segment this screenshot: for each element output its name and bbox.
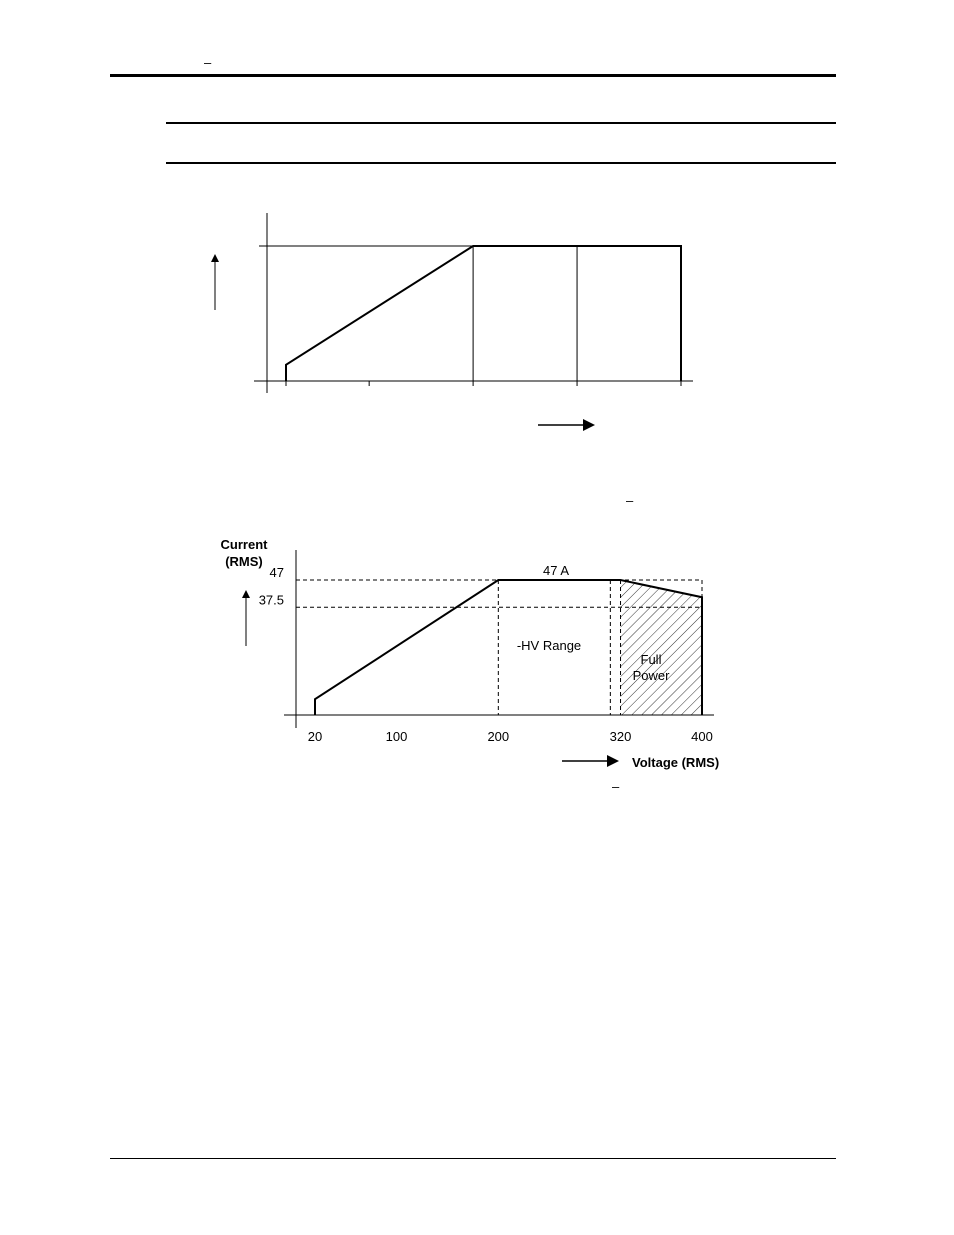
chart2-x-tick-label: 320	[609, 729, 632, 744]
figure1-caption-dash: –	[626, 493, 634, 508]
chart2-ylabel-line1: Current	[220, 537, 268, 552]
chart2-region-label-line1: Full	[640, 652, 662, 667]
chart2-xlabel: Voltage (RMS)	[632, 755, 720, 770]
chart2-region-label-line2: Power	[632, 668, 670, 683]
chart1	[215, 213, 693, 425]
chart1-current-curve	[286, 246, 681, 381]
chart2-y-tick-label: 37.5	[258, 592, 284, 608]
chart2-range-label: -HV Range	[516, 638, 582, 653]
figure2-caption-dash: –	[612, 779, 620, 794]
chart2-y-tick-label: 47	[269, 565, 284, 580]
chart2-plateau-label: 47 A	[542, 563, 570, 578]
chart2-x-tick-label: 200	[487, 729, 510, 744]
chart2-x-tick-label: 400	[691, 729, 713, 744]
chart2-x-tick-label: 20	[307, 729, 323, 744]
chart2-x-tick-label: 100	[385, 729, 408, 744]
chart2-full-power-region	[621, 580, 702, 715]
chart2	[221, 537, 720, 770]
header-dash: –	[204, 55, 212, 70]
chart2-ylabel-line2: (RMS)	[225, 554, 263, 569]
